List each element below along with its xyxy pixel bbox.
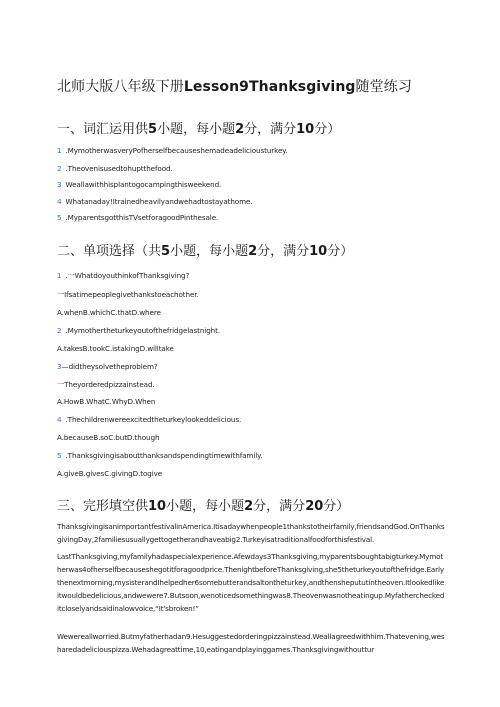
cloze-paragraph: ThanksgivingisanimportantfestivalinAmerica.Itisadaywhenpeople1thankstotheirfamily,friendsandGod.OnThanksgivingDay,2familiesusuallygettogetherandhaveabig2.Turkeyisatraditionalfoodforthisfestival. bbox=[57, 522, 445, 544]
choice-question: 1 .一WhatdoyouthinkofThanksgiving? bbox=[57, 271, 190, 280]
choice-options: A.takesB.tookC.istakingD.willtake bbox=[57, 344, 174, 353]
choice-line: 一Theyorderedpizzainstead. bbox=[57, 380, 155, 389]
section-heading-vocabulary: 一、词汇运用供5小题，每小题2分，满分10分） bbox=[57, 122, 341, 137]
vocab-item: 5 .MyparentsgotthisTVsetforagoodPinthesale. bbox=[57, 213, 219, 222]
vocab-item: 1 .MymotherwasveryPofherselfbecauseshemadeadeliciousturkey. bbox=[57, 146, 288, 155]
choice-options: A.giveB.givesC.givingD.togive bbox=[57, 469, 163, 478]
choice-question: 5 .Thanksgivingisaboutthanksandspendingtimewithfamily. bbox=[57, 451, 263, 460]
choice-line: 一Ifsatimepeoplegivethankstoeachother. bbox=[57, 290, 199, 299]
vocab-item: 4 Whatanaday!Itrainedheavilyandwehadtostayathome. bbox=[57, 197, 253, 206]
cloze-paragraph: LastThanksgiving,myfamilyhadaspecialexperience.Afewdays3Thanksgiving,myparentsboughtabigturkey.Mymotherwas4ofherselfbecauseshegotitforagoodprice.ThenightbeforeThanksgiving,she5theturkeyoutofthefridge.Earlythenextmorning,mysisterandIhelpedher6somebutterandsaltontheturkey,andthenshepututintheoven.Itlookedlikeitwouldbedelicious,andwewere7.Butsoon,wenoticedsomethingwas8.Theovenwasnotheatingup.Myfathercheckeditcloselyandsaidinalowvoice,“It'sbroken!” bbox=[57, 552, 445, 613]
vocab-item: 3 Weallawithhisplantogocampingthisweekend. bbox=[57, 180, 222, 189]
section-heading-choice: 二、单项选择（共5小题，每小题2分，满分10分） bbox=[57, 244, 354, 259]
choice-options: A.whenB.whichC.thatD.where bbox=[57, 308, 161, 317]
page-title: 北师大版八年级下册Lesson9Thanksgiving随堂练习 bbox=[57, 79, 412, 95]
section-heading-cloze: 三、完形填空供10小题，每小题2分，满分20分） bbox=[57, 499, 350, 514]
vocab-item: 2 .Theovenisusedtohuptthefood. bbox=[57, 164, 173, 173]
choice-question: 3—didtheysolvetheproblem? bbox=[57, 362, 158, 371]
choice-options: A.HowB.WhatC.WhyD.When bbox=[57, 397, 156, 406]
choice-question: 2 .Mymothertheturkeyoutofthefridgelastnight. bbox=[57, 326, 221, 335]
choice-question: 4 .Thechildrenwereexcitedtheturkeylookeddelicious. bbox=[57, 415, 242, 424]
choice-options: A.becauseB.soC.butD.though bbox=[57, 433, 160, 442]
cloze-paragraph: Wewereallworried.Butmyfatherhadan9.Hesuggestedorderingpizzainstead.Weallagreedwithhim.Thatevening,wesharedadeliciouspizza.Wehadagreattime,10,eatingandplayinggames.Thanksgivingwithouttur bbox=[57, 632, 445, 654]
